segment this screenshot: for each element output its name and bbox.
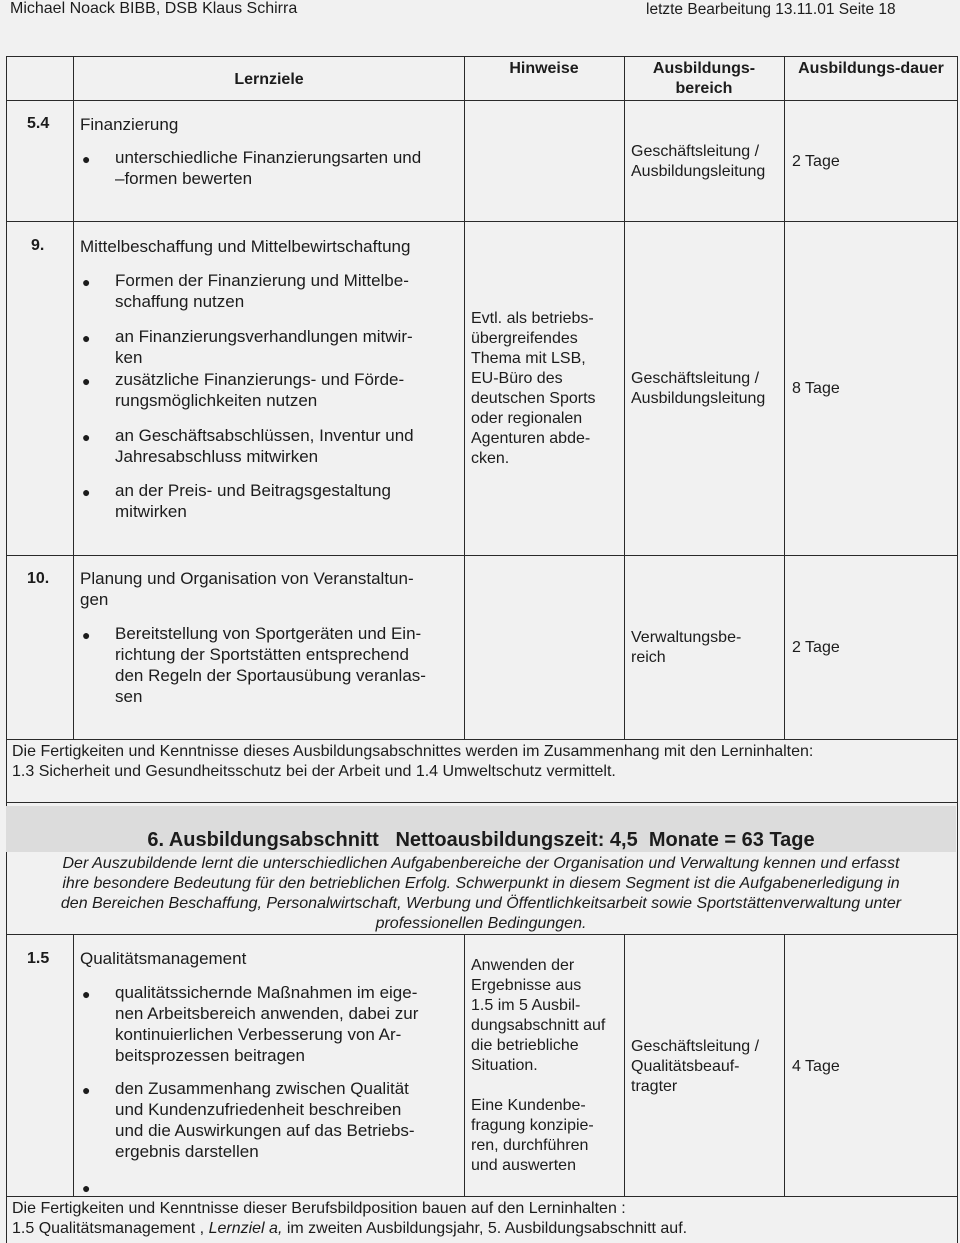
- duration: 4 Tage: [792, 1058, 840, 1075]
- grid-line: [624, 56, 625, 739]
- grid-line: [6, 934, 958, 935]
- bullet-icon: ●: [82, 1082, 91, 1098]
- grid-line: [6, 1196, 958, 1197]
- grid-line: [464, 934, 465, 1196]
- bullet-icon: ●: [82, 484, 91, 500]
- learning-goal: an Finanzierungsverhandlungen mitwir- ken: [115, 327, 413, 367]
- hint-text: Anwenden der Ergebnisse aus 1.5 im 5 Ausbil- dungsabschnitt auf die betriebliche Situation. Eine Kundenbe- fragung konzipie- ren, durchführen und auswerten: [471, 957, 606, 1174]
- learning-goal: Bereitstellung von Sportgeräten und Ein- richtung der Sportstätten entsprechend den Regeln der Sportausübung veranlas- sen: [115, 624, 426, 706]
- bullet-icon: ●: [82, 429, 91, 445]
- column-header-dauer: Ausbildungs-dauer: [798, 60, 944, 77]
- bullet-icon: ●: [82, 986, 91, 1002]
- row-title: Planung und Organisation von Veranstaltun- gen: [80, 569, 414, 609]
- row-number: 10.: [27, 570, 50, 587]
- section-description: Der Auszubildende lernt die unterschiedlichen Aufgabenbereiche der Organisation und Verwaltung kennen und erfasst ihre besondere Bedeutung für den betrieblichen Erfolg. Schwerpunkt in diesem Segment ist die Aufgabenerledigung in den Bereichen Beschaffung, Personalwirtschaft, Werbung und Öffentlichkeitsarbeit sowie Sportstättenverwaltung unter professionellen Bedingungen.: [60, 855, 902, 932]
- learning-goal: zusätzliche Finanzierungs- und Förde- rungsmöglichkeiten nutzen: [115, 370, 405, 410]
- learning-goal: an der Preis- und Beitragsgestaltung mitwirken: [115, 481, 391, 521]
- header-page-info: letzte Bearbeitung 13.11.01 Seite 18: [646, 1, 896, 18]
- section-heading: 6. Ausbildungsabschnitt Nettoausbildungszeit: 4,5 Monate = 63 Tage: [147, 829, 815, 851]
- learning-goal: qualitätssichernde Maßnahmen im eige- nen Arbeitsbereich anwenden, dabei zur kontinuierlichen Verbesserung von Ar- beitsprozessen beitragen: [115, 983, 419, 1065]
- bullet-icon: ●: [82, 151, 91, 167]
- grid-line: [73, 934, 74, 1196]
- bullet-icon: ●: [82, 627, 91, 643]
- learning-goal: Formen der Finanzierung und Mittelbe- schaffung nutzen: [115, 271, 409, 311]
- responsible-area: Geschäftsleitung / Ausbildungsleitung: [631, 370, 766, 407]
- row-title: Finanzierung: [80, 115, 179, 134]
- responsible-area: Geschäftsleitung / Ausbildungsleitung: [631, 143, 766, 180]
- bullet-icon: ●: [82, 1180, 91, 1196]
- grid-line: [6, 100, 958, 101]
- row-number: 9.: [31, 237, 45, 254]
- row-number: 5.4: [27, 115, 50, 132]
- grid-line: [6, 739, 958, 740]
- section-note: Die Fertigkeiten und Kenntnisse dieses Ausbildungsabschnittes werden im Zusammenhang mit den Lerninhalten: 1.3 Sicherheit und Gesundheitsschutz bei der Arbeit und 1.4 Umweltschutz vermittelt.: [12, 743, 814, 780]
- section-note: Die Fertigkeiten und Kenntnisse dieser Berufsbildposition bauen auf den Lerninhalten : 1.5 Qualitätsmanagement , Lernziel a, im zweiten Ausbildungsjahr, 5. Ausbildungsabschnitt auf.: [12, 1200, 688, 1237]
- responsible-area: Geschäftsleitung / Qualitätsbeauf- tragter: [631, 1038, 760, 1095]
- responsible-area: Verwaltungsbe- reich: [631, 629, 742, 666]
- grid-line: [6, 221, 958, 222]
- duration: 2 Tage: [792, 153, 840, 170]
- grid-line: [464, 56, 465, 739]
- bullet-icon: ●: [82, 274, 91, 290]
- grid-line: [957, 56, 958, 1243]
- learning-goal: an Geschäftsabschlüssen, Inventur und Jahresabschluss mitwirken: [115, 426, 414, 466]
- duration: 8 Tage: [792, 380, 840, 397]
- bullet-icon: ●: [82, 330, 91, 346]
- hint-text: Evtl. als betriebs- übergreifendes Thema mit LSB, EU-Büro des deutschen Sports oder regionalen Agenturen abde- cken.: [471, 310, 596, 467]
- column-header-lernziele: Lernziele: [234, 71, 304, 88]
- grid-line: [6, 56, 7, 1243]
- grid-line: [73, 56, 74, 739]
- column-header-bereich: Ausbildungs- bereich: [652, 60, 756, 97]
- learning-goal: den Zusammenhang zwischen Qualität und Kundenzufriedenheit beschreiben und die Auswirkungen auf das Betriebs- ergebnis darstellen: [115, 1079, 415, 1161]
- grid-line: [784, 56, 785, 739]
- row-title: Mittelbeschaffung und Mittelbewirtschaftung: [80, 237, 411, 256]
- grid-line: [784, 934, 785, 1196]
- duration: 2 Tage: [792, 639, 840, 656]
- grid-line: [6, 555, 958, 556]
- row-number: 1.5: [27, 950, 50, 967]
- header-author: Michael Noack BIBB, DSB Klaus Schirra: [10, 0, 298, 17]
- row-title: Qualitätsmanagement: [80, 949, 247, 968]
- grid-line: [6, 56, 958, 57]
- grid-line: [6, 802, 958, 803]
- bullet-icon: ●: [82, 373, 91, 389]
- learning-goal: unterschiedliche Finanzierungsarten und –formen bewerten: [115, 148, 422, 188]
- grid-line: [624, 934, 625, 1196]
- column-header-hinweise: Hinweise: [509, 60, 579, 77]
